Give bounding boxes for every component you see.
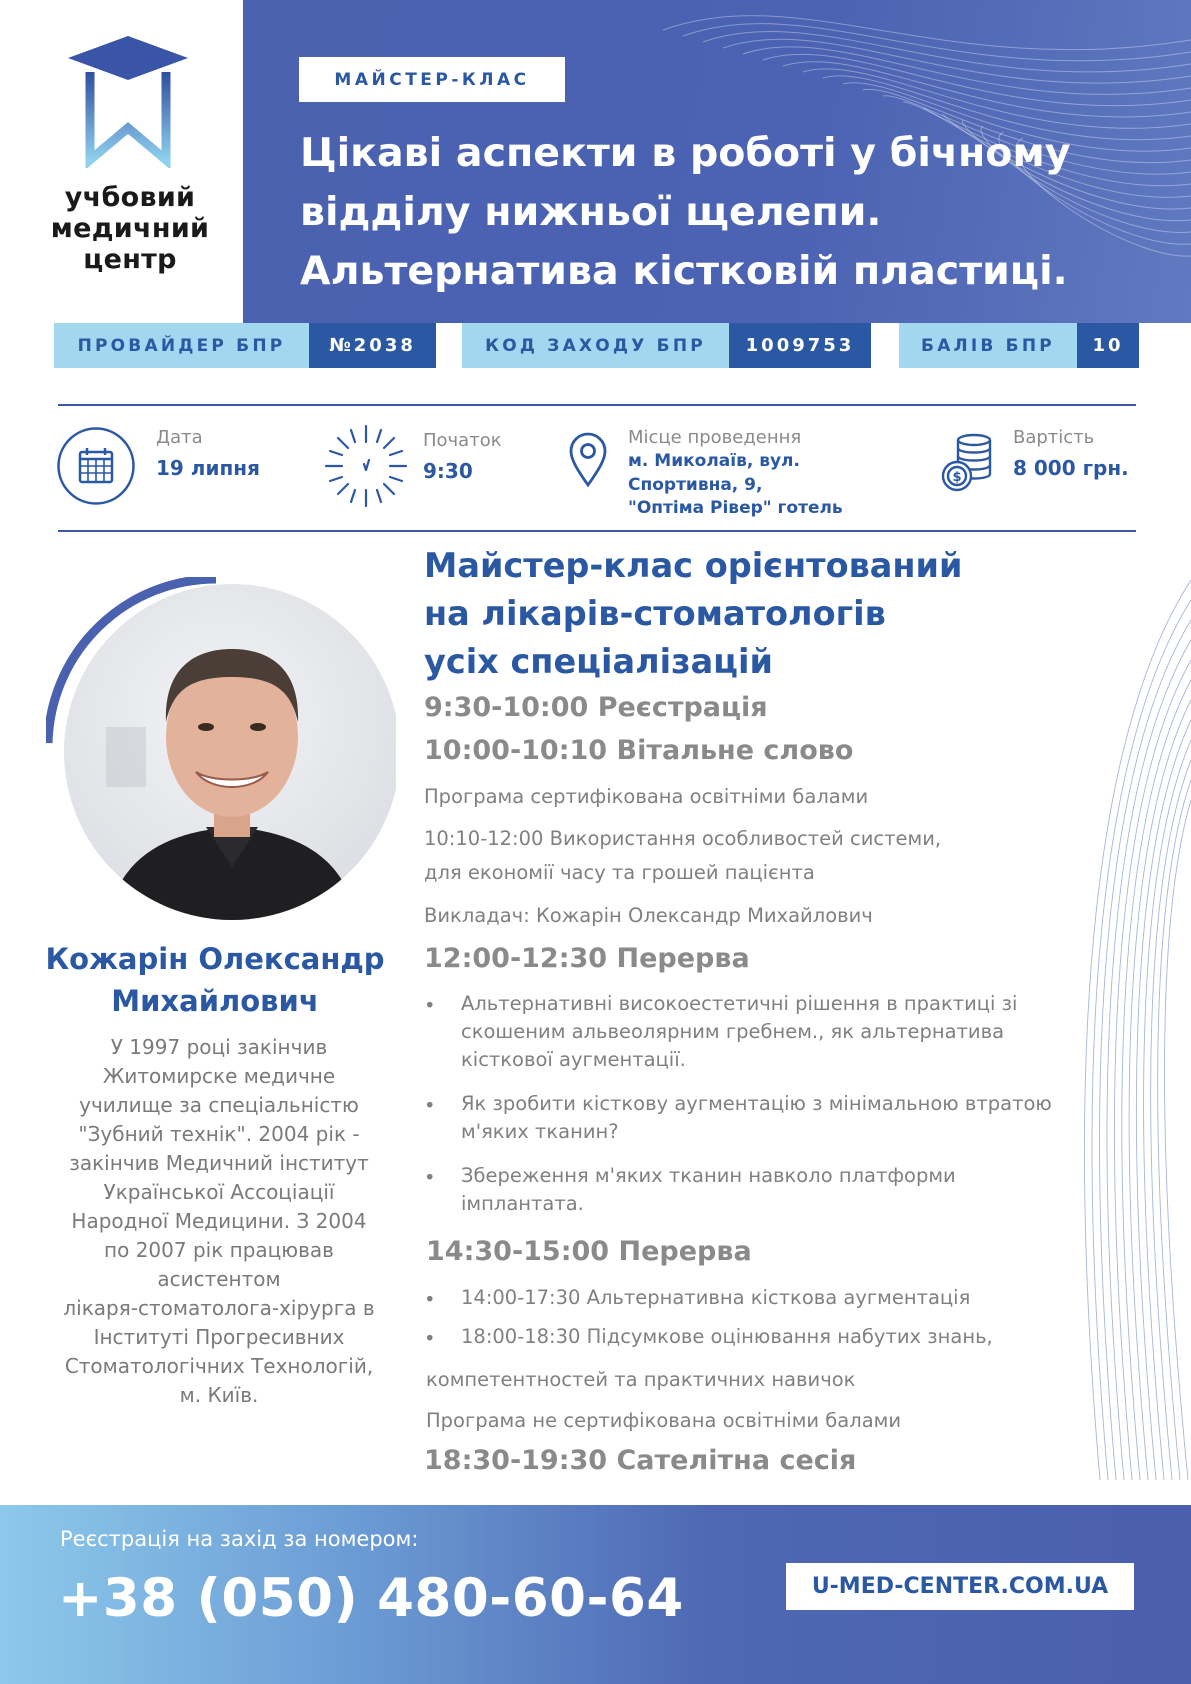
date-label: Дата: [156, 427, 203, 448]
bullet-mark: •: [424, 1166, 436, 1189]
bio-line: закінчив Медичний інститут: [69, 1151, 369, 1175]
bpr-provider-value: №2038: [309, 323, 436, 368]
date-value: 19 липня: [156, 456, 260, 480]
title-line: Альтернатива кістковій пластиці.: [300, 248, 1068, 294]
bullet-line: м'яких тканин?: [461, 1120, 619, 1143]
bio-line: лікаря-стоматолога-хірурга в: [63, 1296, 375, 1320]
bullet-item: [461, 990, 1017, 1074]
speaker-name-line: Кожарін Олександр: [45, 942, 385, 976]
bpr-provider: [54, 323, 436, 368]
bpr-event-code-label: КОД ЗАХОДУ БПР: [462, 323, 729, 368]
bpr-provider-label: ПРОВАЙДЕР БПР: [54, 323, 309, 368]
competence-line: компетентностей та практичних навичок: [426, 1368, 856, 1391]
bullet-line: скошеним альвеолярним гребнем., як альтернатива: [461, 1020, 1005, 1043]
start-label: Початок: [423, 430, 502, 451]
place-line: м. Миколаїв, вул.: [628, 451, 800, 471]
clock-burst-icon: [324, 424, 408, 508]
logo-area: [0, 0, 243, 323]
session-line: для економії часу та грошей пацієнта: [424, 861, 815, 884]
bio-line: асистентом: [157, 1267, 281, 1291]
bullet-item: [461, 1090, 1052, 1146]
website-link[interactable]: U-MED-CENTER.COM.UA: [786, 1563, 1134, 1610]
bullet-mark: •: [424, 1094, 436, 1117]
event-title: [300, 124, 1160, 301]
bullet-line: Як зробити кісткову аугментацію з мінімальною втратою: [461, 1092, 1052, 1115]
bpr-points-value: 10: [1077, 323, 1139, 368]
logo-text: [20, 182, 240, 275]
schedule-break: 14:30-15:00 Перерва: [426, 1236, 752, 1267]
schedule-satellite: 18:30-19:30 Сателітна сесія: [424, 1445, 857, 1476]
bio-line: Народної Медицини. З 2004: [71, 1209, 367, 1233]
divider: [58, 404, 1136, 406]
bio-line: Стоматологічних Технологій,: [64, 1354, 374, 1378]
bullet-mark: •: [424, 1288, 436, 1311]
logo-line: центр: [83, 244, 177, 275]
bullet-item: 18:00-18:30 Підсумкове оцінювання набутих знань,: [461, 1325, 993, 1348]
bio-line: училище за спеціальністю: [79, 1093, 359, 1117]
bio-line: Української Ассоціації: [103, 1180, 335, 1204]
place-line: "Оптіма Рівер" готель: [628, 498, 843, 518]
schedule-welcome: 10:00-10:10 Вітальне слово: [424, 735, 854, 766]
bio-line: Інституті Прогресивних: [93, 1325, 345, 1349]
bullet-line: Альтернативні високоестетичні рішення в практиці зі: [461, 992, 1018, 1015]
speaker-bio: [44, 1033, 394, 1410]
place-line: Спортивна, 9,: [628, 474, 763, 495]
place-address: [628, 450, 888, 521]
price-label: Вартість: [1013, 427, 1095, 448]
bio-line: по 2007 рік працював: [104, 1238, 334, 1262]
coins-icon: [938, 432, 996, 492]
program-title: [424, 542, 1124, 686]
bullet-mark: •: [424, 1327, 436, 1350]
bullet-line: імплантата.: [461, 1192, 584, 1215]
program-title-line: Майстер-клас орієнтований: [424, 546, 963, 585]
bullet-line: кісткової аугментації.: [461, 1048, 686, 1071]
bio-line: "Зубний технік". 2004 рік -: [78, 1122, 360, 1146]
svg-text:$: $: [952, 470, 962, 485]
phone-number[interactable]: +38 (050) 480-60-64: [58, 1568, 684, 1629]
title-line: Цікаві аспекти в роботі у бічному: [300, 130, 1071, 176]
graduation-cap-bookmark-icon: [64, 32, 192, 168]
bpr-event-code-value: 1009753: [729, 323, 871, 368]
divider: [58, 530, 1136, 532]
logo-line: учбовий: [64, 182, 196, 213]
schedule-registration: 9:30-10:00 Реєстрація: [424, 692, 768, 723]
title-line: відділу нижньої щелепи.: [300, 189, 882, 235]
schedule-break: 12:00-12:30 Перерва: [424, 943, 750, 974]
bullet-item: [461, 1162, 956, 1218]
place-label: Місце проведення: [628, 427, 802, 448]
bpr-event-code: [462, 323, 871, 368]
speaker-name-line: Михайлович: [111, 984, 319, 1018]
start-value: 9:30: [423, 459, 473, 483]
bullet-line: Збереження м'яких тканин навколо платформи: [461, 1164, 956, 1187]
lecturer-line: Викладач: Кожарін Олександр Михайлович: [424, 904, 873, 927]
registration-label: Реєстрація на захід за номером:: [60, 1527, 419, 1551]
logo-line: медичний: [50, 213, 210, 244]
calendar-icon: [56, 426, 136, 506]
event-type-badge: МАЙСТЕР-КЛАС: [299, 57, 565, 102]
bullet-item: 14:00-17:30 Альтернативна кісткова аугментація: [461, 1286, 971, 1309]
bullet-mark: •: [424, 994, 436, 1017]
speaker-name: [30, 938, 400, 1022]
location-pin-icon: [568, 432, 608, 488]
session-line: 10:10-12:00 Використання особливостей системи,: [424, 827, 942, 850]
bpr-points-label: БАЛІВ БПР: [899, 323, 1077, 368]
speaker-photo: [46, 577, 396, 927]
bpr-points: [899, 323, 1139, 368]
program-title-line: усіх спеціалізацій: [424, 642, 773, 681]
price-value: 8 000 грн.: [1013, 456, 1129, 480]
bio-line: У 1997 році закінчив: [110, 1035, 328, 1059]
not-certified-note: Програма не сертифікована освітніми балами: [426, 1409, 902, 1432]
bio-line: Житомирске медичне: [102, 1064, 336, 1088]
program-title-line: на лікарів-стоматологів: [424, 594, 886, 633]
certified-note: Програма сертифікована освітніми балами: [424, 785, 869, 808]
bio-line: м. Київ.: [179, 1383, 259, 1407]
